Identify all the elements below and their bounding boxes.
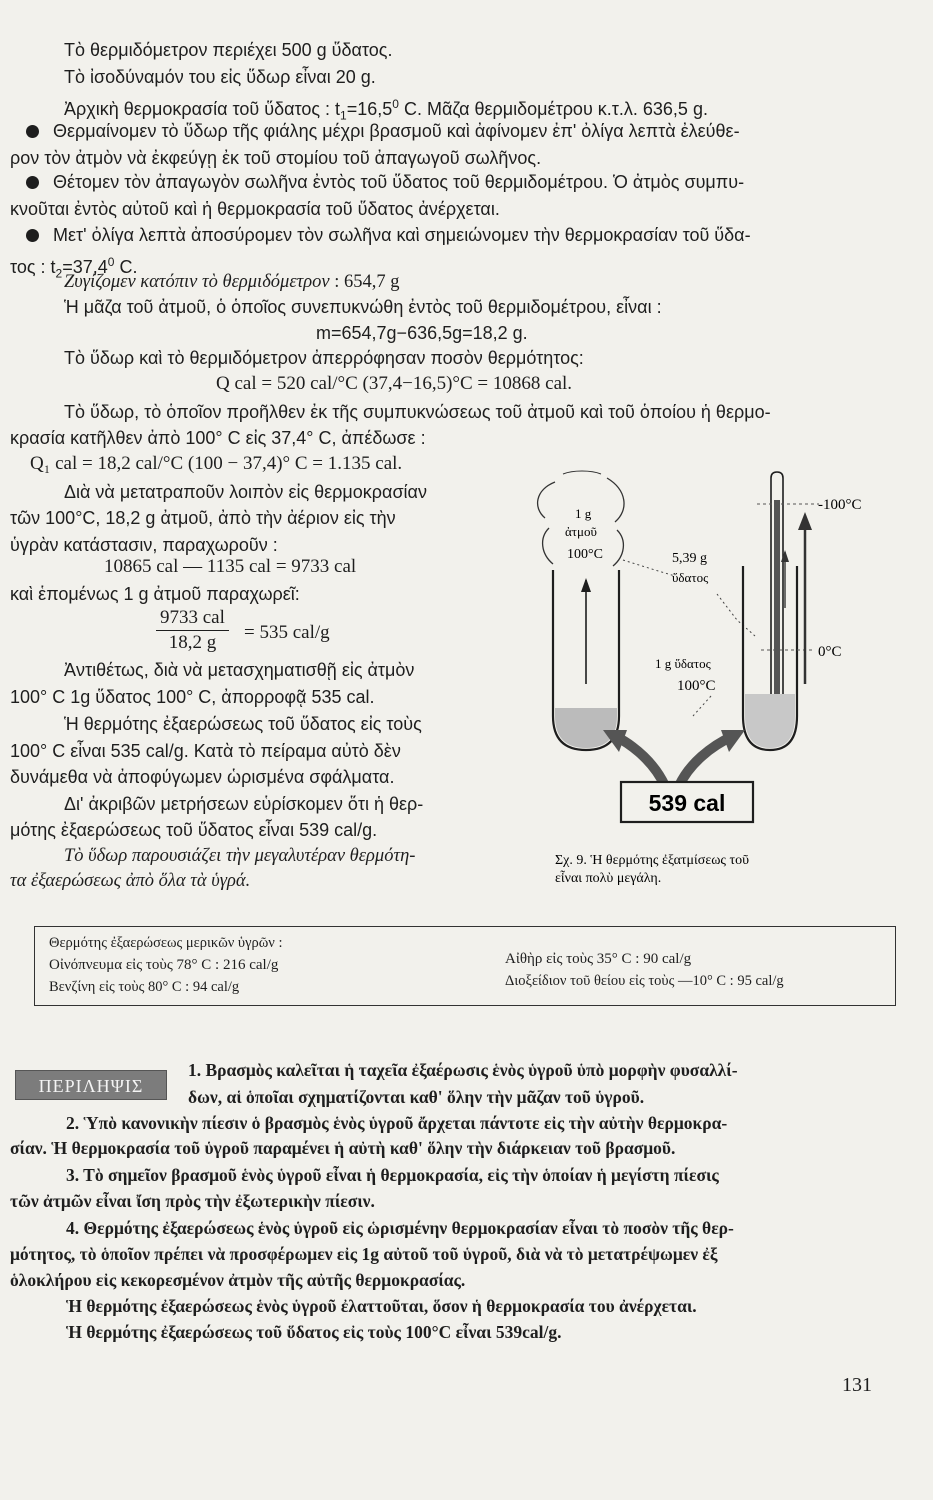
left-p7: 100° C 1g ὕδατος 100° C, ἀπορροφᾷ 535 cal. bbox=[10, 687, 375, 707]
bullet-icon bbox=[26, 125, 39, 138]
water-word-label: ὕδατος bbox=[672, 570, 709, 585]
intro-line-2: Τὸ ἰσοδύναμόν του εἰς ὕδωρ εἶναι 20 g. bbox=[64, 67, 376, 87]
water-line-cont: κρασία κατῆλθεν ἀπὸ 100° C εἰς 37,4° C, ἀπέδωσε : bbox=[10, 428, 426, 448]
bullet-icon bbox=[26, 229, 39, 242]
water-line: Τὸ ὕδωρ, τὸ ὁποῖον προῆλθεν ἐκ τῆς συμπυκνώσεως τοῦ ἀτμοῦ καὶ τοῦ ὁποίου ἡ θερμο- bbox=[64, 402, 771, 422]
summary-item-5: Ἡ θερμότης ἐξαερώσεως ἑνὸς ὑγροῦ ἐλαττοῦται, ὅσον ἡ θερμοκρασία του ἀνέρχεται. bbox=[66, 1296, 697, 1316]
left-p1: Διὰ νὰ μετατραποῦν λοιπὸν εἰς θερμοκρασίαν bbox=[64, 482, 427, 502]
summary-item-4: 4. Θερμότης ἐξαερώσεως ἑνὸς ὑγροῦ εἰς ὡρισμένην θερμοκρασίαν εἶναι τὸ ποσὸν τῆς θερ- bbox=[66, 1218, 734, 1238]
steam-mass-label: 1 g bbox=[575, 506, 592, 521]
steam-swirl bbox=[543, 528, 553, 564]
mass-equation: m=654,7g−636,5g=18,2 g. bbox=[316, 323, 528, 343]
page-number: 131 bbox=[842, 1374, 872, 1396]
step-2: Θέτομεν τὸν ἀπαγωγὸν σωλῆνα ἐντὸς τοῦ ὕδατος τοῦ θερμιδομέτρου. Ὁ ἀτμὸς συμπυ- bbox=[26, 170, 744, 194]
tube-left-liquid bbox=[555, 708, 617, 748]
intro-line-3: Ἀρχικὴ θερμοκρασία τοῦ ὕδατος : $t_1=16,5^0$ C. Μᾶζα θερμιδομέτρου κ.τ.λ. 636,5 g. bbox=[64, 97, 708, 123]
top-temp-label: -100°C bbox=[818, 497, 862, 513]
left-p5: καὶ ἑπομένως 1 g ἀτμοῦ παραχωρεῖ: bbox=[10, 584, 300, 604]
step-2-cont: κνοῦται ἐντὸς αὐτοῦ καὶ ἡ θερμοκρασία τοῦ ὕδατος ἀνέρχεται. bbox=[10, 199, 500, 219]
left-p13: Τὸ ὕδωρ παρουσιάζει τὴν μεγαλυτέραν θερμότη- bbox=[64, 846, 416, 866]
bullet-icon bbox=[26, 176, 39, 189]
leader-line bbox=[623, 560, 675, 576]
left-p9: 100° C εἶναι 535 cal/g. Κατὰ τὸ πείραμα αὐτὸ δὲν bbox=[10, 741, 401, 761]
steam-temp-label: 100°C bbox=[567, 547, 603, 562]
fraction-result: = 535 cal/g bbox=[244, 622, 330, 643]
water-mass-label: 5,39 g bbox=[672, 551, 707, 566]
steam-swirl bbox=[563, 471, 601, 474]
weigh-line: Ζυγίζομεν κατόπιν τὸ θερμιδόμετρον : 654,7 g bbox=[64, 272, 400, 292]
transfer-arrow-left bbox=[615, 736, 665, 786]
left-p14: τα ἐξαερώσεως ἀπὸ ὅλα τὰ ὑγρά. bbox=[10, 871, 251, 891]
summary-item-3: 3. Τὸ σημεῖον βρασμοῦ ἑνὸς ὑγροῦ εἶναι ἡ θερμοκρασία, εἰς τὴν ὁποίαν ἡ μεγίστη πίεσις bbox=[66, 1165, 719, 1185]
liquid-mass-label: 1 g ὕδατος bbox=[655, 656, 711, 671]
tall-arrow-icon bbox=[798, 512, 812, 530]
up-arrow-icon bbox=[581, 578, 591, 592]
table-row-1: Οἰνόπνευμα εἰς τοὺς 78° C : 216 cal/g bbox=[49, 957, 279, 973]
summary-item-2-cont: σίαν. Ἡ θερμοκρασία τοῦ ὑγροῦ παραμένει ἡ αὐτὴ καθ' ὅλην τὴν διάρκειαν τοῦ βρασμοῦ. bbox=[10, 1138, 676, 1158]
figure-caption-2: εἶναι πολὺ μεγάλη. bbox=[555, 871, 662, 886]
intro-line-1: Τὸ θερμιδόμετρον περιέχει 500 g ὕδατος. bbox=[64, 40, 393, 60]
thermometer-mercury bbox=[774, 500, 780, 700]
figure-caption-1: Σχ. 9. Ἡ θερμότης ἐξατμίσεως τοῦ bbox=[555, 853, 750, 868]
fraction bbox=[156, 606, 229, 655]
summary-item-2: 2. Ὑπὸ κανονικὴν πίεσιν ὁ βρασμὸς ἑνὸς ὑγροῦ ἄρχεται πάντοτε εἰς τὴν αὐτὴν θερμοκρα- bbox=[66, 1113, 728, 1133]
step-3-cont: τος : $t_2=37,4^0$ C. bbox=[10, 255, 138, 281]
table-title: Θερμότης ἐξαερώσεως μερικῶν ὑγρῶν : bbox=[49, 935, 283, 951]
left-p8: Ἡ θερμότης ἐξαερώσεως τοῦ ὕδατος εἰς τοὺς bbox=[64, 714, 422, 734]
left-p3: ὑγρὰν κατάστασιν, παραχωροῦν : bbox=[10, 535, 278, 555]
q-equation: Q cal = 520 cal/°C (37,4−16,5)°C = 10868 cal. bbox=[216, 373, 573, 394]
left-p4: 10865 cal — 1135 cal = 9733 cal bbox=[104, 556, 357, 577]
steam-swirl bbox=[607, 478, 624, 522]
left-p10: δυνάμεθα νὰ ἀποφύγωμεν ὡρισμένα σφάλματα. bbox=[10, 767, 395, 787]
energy-label: 539 cal bbox=[648, 790, 726, 816]
table-row-2: Βενζίνη εἰς τοὺς 80° C : 94 cal/g bbox=[49, 979, 240, 995]
zero-temp-label: 0°C bbox=[818, 644, 842, 660]
q1-equation: Q₁ cal = 18,2 cal/°C (100 − 37,4)° C = 1.135 cal. bbox=[30, 453, 403, 474]
left-p2: τῶν 100°C, 18,2 g ἀτμοῦ, ἀπὸ τὴν ἀέριον εἰς τὴν bbox=[10, 508, 396, 528]
summary-item-1: 1. Βρασμὸς καλεῖται ἡ ταχεῖα ἐξαέρωσις ἑνὸς ὑγροῦ ὑπὸ μορφὴν φυσαλλί- bbox=[188, 1060, 738, 1080]
mass-line: Ἡ μᾶζα τοῦ ἀτμοῦ, ὁ ὁποῖος συνεπυκνώθη ἐντὸς τοῦ θερμιδομέτρου, εἶναι : bbox=[64, 297, 662, 317]
vaporization-table bbox=[34, 926, 896, 1006]
liquid-temp-label: 100°C bbox=[677, 678, 716, 694]
table-row-3: Αἰθὴρ εἰς τοὺς 35° C : 90 cal/g bbox=[505, 951, 692, 967]
left-p6: Ἀντιθέτως, διὰ νὰ μετασχηματισθῇ εἰς ἀτμὸν bbox=[64, 660, 415, 680]
summary-item-4-cont2: ὁλοκλήρου εἰς κεκορεσμένον ἀτμὸν τῆς αὐτῆς θερμοκρασίας. bbox=[10, 1270, 466, 1290]
step-1: Θερμαίνομεν τὸ ὕδωρ τῆς φιάλης μέχρι βρασμοῦ καὶ ἀφίνομεν ἐπ' ὀλίγα λεπτὰ ἐλεύθε- bbox=[26, 119, 740, 143]
absorb-line: Τὸ ὕδωρ καὶ τὸ θερμιδόμετρον ἀπερρόφησαν ποσὸν θερμότητος: bbox=[64, 348, 584, 368]
step-1-cont: ρον τὸν ἀτμὸν νὰ ἐκφεύγῃ ἐκ τοῦ στομίου τοῦ ἀπαγωγοῦ σωλῆνος. bbox=[10, 148, 542, 168]
summary-item-3-cont: τῶν ἀτμῶν εἶναι ἴση πρὸς τὴν ἐξωτερικὴν πίεσιν. bbox=[10, 1191, 375, 1211]
fraction-numerator: 9733 cal bbox=[156, 606, 229, 631]
steam-word-label: ἀτμοῦ bbox=[565, 524, 597, 539]
step-3: Μετ' ὀλίγα λεπτὰ ἀποσύρομεν τὸν σωλῆνα καὶ σημειώνομεν τὴν θερμοκρασίαν τοῦ ὕδα- bbox=[26, 223, 751, 247]
leader-line bbox=[693, 696, 711, 716]
left-p12: μότης ἐξαερώσεως τοῦ ὕδατος εἶναι 539 cal/g. bbox=[10, 820, 378, 840]
tube-right-liquid bbox=[745, 694, 795, 748]
steam-swirl bbox=[613, 530, 623, 566]
summary-item-4-cont: μότητος, τὸ ὁποῖον πρέπει νὰ προσφέρωμεν εἰς 1g αὐτοῦ τοῦ ὑγροῦ, διὰ νὰ τὸ μετατρέψωμεν ἐξ bbox=[10, 1244, 718, 1264]
summary-item-6: Ἡ θερμότης ἐξαερώσεως τοῦ ὕδατος εἰς τοὺς 100°C εἶναι 539cal/g. bbox=[66, 1322, 562, 1342]
table-row-4: Διοξείδιον τοῦ θείου εἰς τοὺς —10° C : 95 cal/g bbox=[505, 973, 784, 989]
steam-swirl bbox=[538, 482, 555, 518]
fraction-denominator: 18,2 g bbox=[168, 632, 217, 653]
summary-tag: ΠΕΡΙΛΗΨΙΣ bbox=[15, 1070, 167, 1100]
leader-line bbox=[717, 594, 755, 636]
left-p11: Δι' ἀκριβῶν μετρήσεων εὑρίσκομεν ὅτι ἡ θερ- bbox=[64, 794, 424, 814]
transfer-arrow-right bbox=[679, 736, 733, 786]
summary-item-1-cont: δων, αἱ ὁποῖαι σχηματίζονται καθ' ὅλην τὴν μᾶζαν τοῦ ὑγροῦ. bbox=[188, 1087, 645, 1107]
vaporization-figure bbox=[505, 468, 900, 892]
